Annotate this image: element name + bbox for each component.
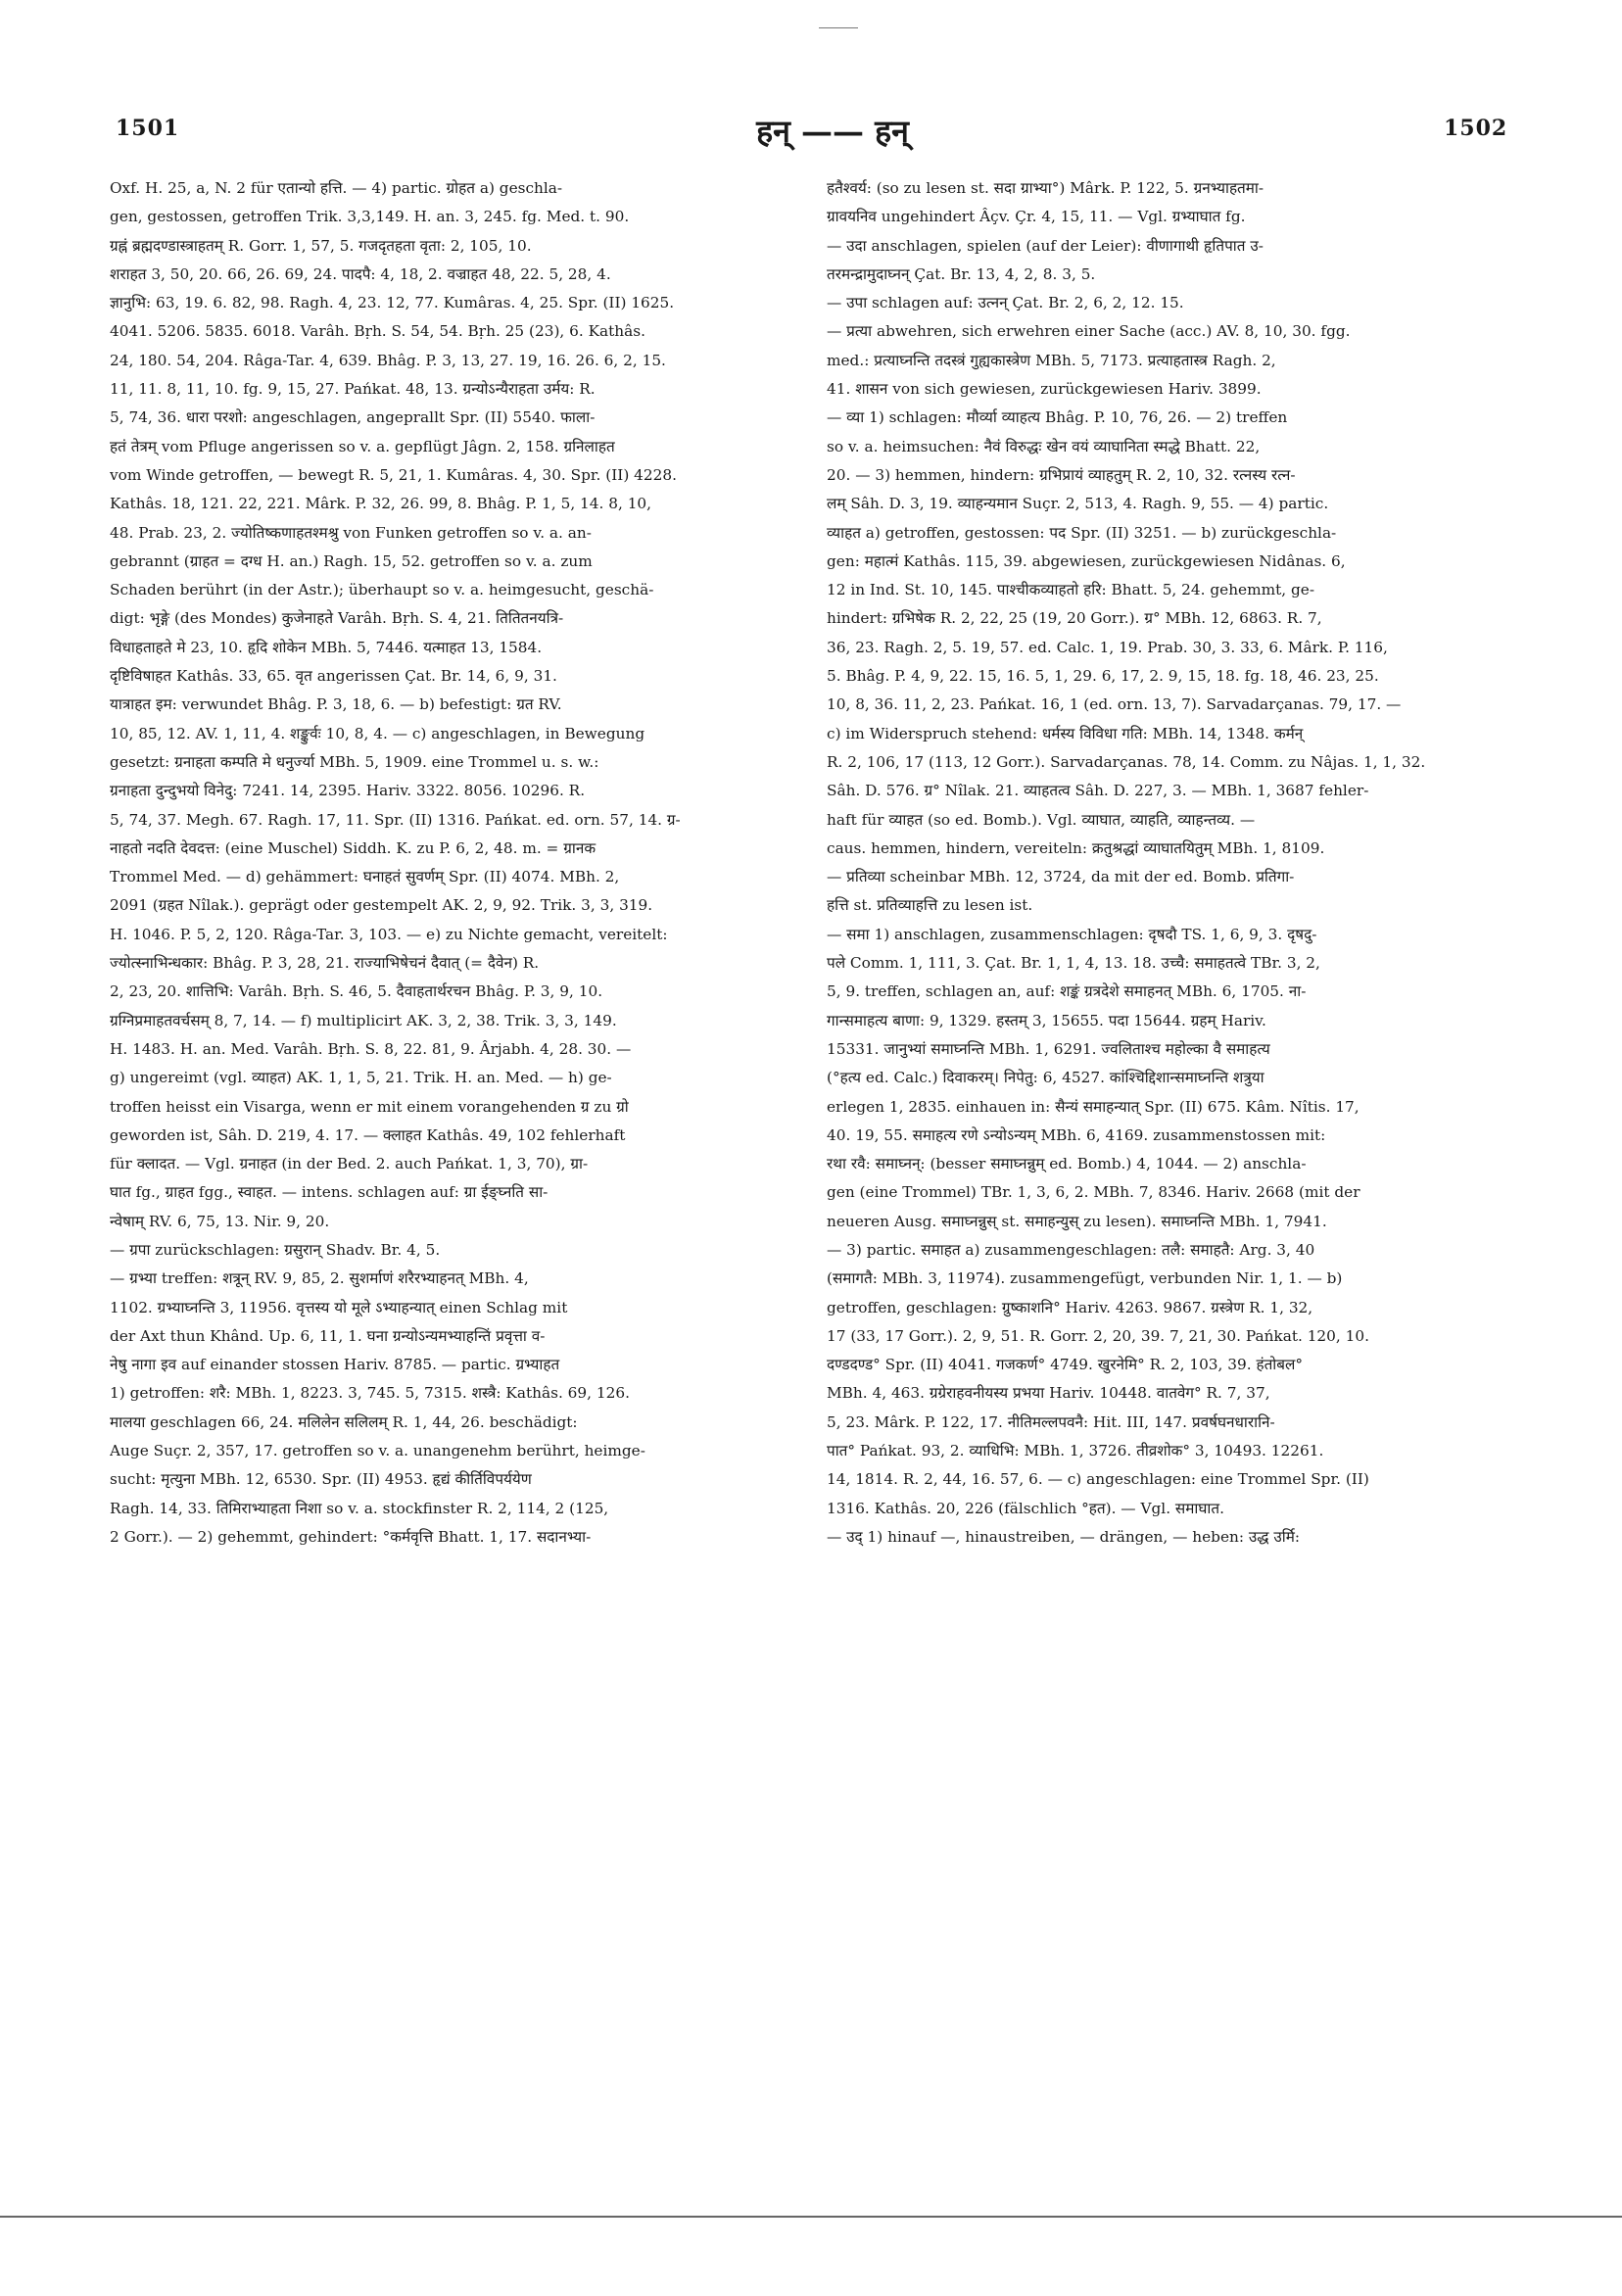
text-line: 17 (33, 17 Gorr.). 2, 9, 51. R. Gorr. 2, 20, 39. 7, 21, 30. Pańkat. 120, 10. [827, 1326, 1369, 1345]
text-line: R. 2, 106, 17 (113, 12 Gorr.). Sarvadarçanas. 78, 14. Comm. zu Nâjas. 1, 1, 32. [827, 752, 1426, 771]
text-line: gen (eine Trommel) TBr. 1, 3, 6, 2. MBh. 7, 8346. Hariv. 2668 (mit der [827, 1183, 1360, 1202]
text-line: hindert: ग्रभिषेक R. 2, 22, 25 (19, 20 Gorr.). ग्र° MBh. 12, 6863. R. 7, [827, 609, 1322, 628]
text-line: Kathâs. 18, 121. 22, 221. Mârk. P. 32, 26. 99, 8. Bhâg. P. 1, 5, 14. 8, 10, [110, 495, 652, 513]
text-line: ज्योत्स्नाभिन्धकार: Bhâg. P. 3, 28, 21. राज्याभिषेचनं दैवात् (= दैवेन) R. [110, 954, 540, 973]
text-line: Auge Suçr. 2, 357, 17. getroffen so v. a. unangenehm berührt, heimge- [110, 1442, 645, 1460]
text-line: 2 Gorr.). — 2) gehemmt, gehindert: °कर्मवृत्ति Bhatt. 1, 17. सदानभ्या- [110, 1527, 592, 1546]
text-line: 5, 74, 37. Megh. 67. Ragh. 17, 11. Spr. (II) 1316. Pańkat. ed. orn. 57, 14. ग्र- [110, 810, 681, 829]
text-line: — उदा anschlagen, spielen (auf der Leier): वीणागाथी हृतिपात उ- [827, 236, 1264, 255]
text-line: दण्डदण्ड° Spr. (II) 4041. गजकर्ण° 4749. खुरनेमि° R. 2, 103, 39. हंतोबल° [827, 1356, 1304, 1374]
text-line: 2, 23, 20. शात्तिभि: Varâh. Bṛh. S. 46, 5. दैवाहतार्थरचन Bhâg. P. 3, 9, 10. [110, 982, 603, 1001]
text-line: ग्रह्नं ब्रह्मदण्डास्त्राहतम् R. Gorr. 1, 57, 5. गजदृतहता वृता: 2, 105, 10. [110, 236, 532, 255]
text-line: पात° Pańkat. 93, 2. व्याधिभि: MBh. 1, 3726. तीव्रशोक° 3, 10493. 12261. [827, 1442, 1324, 1460]
text-line: तरमन्द्रामुदाघ्नन् Çat. Br. 13, 4, 2, 8. 3, 5. [827, 264, 1096, 283]
text-line: गान्समाहत्य बाणा: 9, 1329. हस्तम् 3, 15655. पदा 15644. ग्रहम् Hariv. [827, 1011, 1266, 1029]
text-line: ग्रग्निप्रमाहतवर्चसम् 8, 7, 14. — f) multiplicirt AK. 3, 2, 38. Trik. 3, 3, 149. [110, 1011, 617, 1029]
text-line: H. 1483. H. an. Med. Varâh. Bṛh. S. 8, 22. 81, 9. Ârjabh. 4, 28. 30. — [110, 1039, 632, 1058]
text-line: हतैश्वर्य: (so zu lesen st. सदा ग्राभ्या°) Mârk. P. 122, 5. ग्रनभ्याहतमा- [827, 179, 1264, 197]
left-page-number: 1501 [116, 116, 180, 141]
text-line: 1102. ग्रभ्याघ्नन्ति 3, 11956. वृत्तस्य यो मूले ऽभ्याहन्यात् einen Schlag mit [110, 1298, 568, 1316]
text-line: erlegen 1, 2835. einhauen in: सैन्यं समाहन्यात् Spr. (II) 675. Kâm. Nîtis. 17, [827, 1097, 1360, 1116]
text-line: getroffen, geschlagen: ग्रुष्काशनि° Hariv. 4263. 9867. ग्रस्त्रेण R. 1, 32, [827, 1298, 1313, 1316]
text-line: शराहत 3, 50, 20. 66, 26. 69, 24. पादपै: 4, 18, 2. वज्राहत 48, 22. 5, 28, 4. [110, 264, 611, 283]
text-line: Schaden berührt (in der Astr.); überhaupt so v. a. heimgesucht, geschä- [110, 581, 654, 599]
text-line: 36, 23. Ragh. 2, 5. 19, 57. ed. Calc. 1, 19. Prab. 30, 3. 33, 6. Mârk. P. 116, [827, 638, 1388, 656]
text-line: रथा रवै: समाघ्नन्: (besser समाघ्नन्नुम् ed. Bomb.) 4, 1044. — 2) anschla- [827, 1155, 1307, 1173]
text-line: व्याहत a) getroffen, gestossen: पद Spr. (II) 3251. — b) zurückgeschla- [827, 523, 1337, 542]
scan-mark [819, 27, 858, 29]
text-line: 20. — 3) hemmen, hindern: ग्रभिप्रायं व्याहतुम् R. 2, 10, 32. रत्नस्य रत्न- [827, 465, 1296, 484]
text-line: ग्रनाहता दुन्दुभयो विनेदु: 7241. 14, 2395. Hariv. 3322. 8056. 10296. R. [110, 782, 586, 800]
text-line: ज्ञानुभि: 63, 19. 6. 82, 98. Ragh. 4, 23. 12, 77. Kumâras. 4, 25. Spr. (II) 1625. [110, 294, 675, 312]
right-column [827, 174, 1512, 1552]
text-line: der Axt thun Khând. Up. 6, 11, 1. घना ग्रन्योऽन्यमभ्याहन्तिं प्रवृत्ता व- [110, 1326, 546, 1345]
text-line: (°हत्य ed. Calc.) दिवाकरम्। निपेतु: 6, 4527. कांश्चिद्दिशान्समाघ्नन्ति शत्रुया [827, 1069, 1264, 1087]
text-line: — ग्रभ्या treffen: शत्रून् RV. 9, 85, 2. सुशर्माणं शरैरभ्याहनत् MBh. 4, [110, 1269, 529, 1288]
text-line: gen, gestossen, getroffen Trik. 3,3,149. H. an. 3, 245. fg. Med. t. 90. [110, 208, 630, 226]
text-line: gesetzt: ग्रनाहता कम्पति मे धनुर्ज्या MBh. 5, 1909. eine Trommel u. s. w.: [110, 752, 599, 771]
text-line: 5, 23. Mârk. P. 122, 17. नीतिमल्लपवनै: Hit. III, 147. प्रवर्षघनधारानि- [827, 1412, 1275, 1431]
text-line: पले Comm. 1, 111, 3. Çat. Br. 1, 1, 4, 13. 18. उच्चै: समाहतत्वे TBr. 3, 2, [827, 954, 1320, 973]
text-line: geworden ist, Sâh. D. 219, 4. 17. — क्लाहत Kathâs. 49, 102 fehlerhaft [110, 1125, 626, 1144]
text-line: विधाहताहते मे 23, 10. हृदि शोकेन MBh. 5, 7446. यत्माहत 13, 1584. [110, 638, 543, 656]
text-line: Oxf. H. 25, a, N. 2 für एतान्यो हत्ति. — 4) partic. ग्रोहत a) geschla- [110, 179, 563, 197]
text-line: Trommel Med. — d) gehämmert: घनाहतं सुवर्णम् Spr. (II) 4074. MBh. 2, [110, 868, 620, 886]
right-page-number: 1502 [1444, 116, 1508, 141]
text-line: 4041. 5206. 5835. 6018. Varâh. Bṛh. S. 54, 54. Bṛh. 25 (23), 6. Kathâs. [110, 322, 645, 341]
text-line: 24, 180. 54, 204. Râga-Tar. 4, 639. Bhâg. P. 3, 13, 27. 19, 16. 26. 6, 2, 15. [110, 351, 666, 369]
text-line: 41. शासन von sich gewiesen, zurückgewiesen Hariv. 3899. [827, 380, 1262, 399]
text-line: so v. a. heimsuchen: नैवं विरुद्धः खेन वयं व्याघानिता स्मद्धे Bhatt. 22, [827, 437, 1261, 455]
text-line: 11, 11. 8, 11, 10. fg. 9, 15, 27. Pańkat. 48, 13. ग्रन्योऽन्यैराहता उर्मय: R. [110, 380, 596, 399]
bottom-rule [0, 2216, 1622, 2218]
text-line: Sâh. D. 576. ग्र° Nîlak. 21. व्याहतत्व Sâh. D. 227, 3. — MBh. 1, 3687 fehler- [827, 782, 1369, 800]
text-line: नाहतो नदति देवदत्त: (eine Muschel) Siddh. K. zu P. 6, 2, 48. m. = ग्रानक [110, 838, 596, 857]
text-line: नेषु नागा इव auf einander stossen Hariv. 8785. — partic. ग्रभ्याहत [110, 1356, 560, 1374]
text-line: न्वेषाम् RV. 6, 75, 13. Nir. 9, 20. [110, 1212, 330, 1230]
text-line: मालया geschlagen 66, 24. मलिलेन सलिलम् R. 1, 44, 26. beschädigt: [110, 1412, 578, 1431]
text-line: troffen heisst ein Visarga, wenn er mit einem vorangehenden ग्र zu ग्रो [110, 1097, 629, 1116]
text-line: MBh. 4, 463. ग्रग्रेराहवनीयस्य प्रभया Hariv. 10448. वातवेग° R. 7, 37, [827, 1384, 1270, 1403]
text-line: 48. Prab. 23, 2. ज्योतिष्कणाहतश्मश्रु von Funken getroffen so v. a. an- [110, 523, 592, 542]
text-line: 1) getroffen: शरै: MBh. 1, 8223. 3, 745. 5, 7315. शस्त्रै: Kathâs. 69, 126. [110, 1384, 630, 1403]
text-line: 10, 85, 12. AV. 1, 11, 4. शङ्कुर्वः 10, 8, 4. — c) angeschlagen, in Bewegung [110, 724, 645, 742]
text-line: haft für व्याहत (so ed. Bomb.). Vgl. व्याघात, व्याहति, व्याहन्तव्य. — [827, 810, 1256, 829]
text-line: 5, 9. treffen, schlagen an, auf: शङ्कं ग्रत्रदेशे समाहनत् MBh. 6, 1705. ना- [827, 982, 1307, 1001]
text-line: लम् Sâh. D. 3, 19. व्याहन्यमान Suçr. 2, 513, 4. Ragh. 9, 55. — 4) partic. [827, 495, 1329, 513]
text-line: gebrannt (ग्राहत = दग्ध H. an.) Ragh. 15, 52. getroffen so v. a. zum [110, 551, 593, 570]
text-line: med.: प्रत्याघ्नन्ति तदस्त्रं गुह्यकास्त्रेण MBh. 5, 7173. प्रत्याहतास्त्र Ragh. 2, [827, 351, 1276, 369]
text-line: sucht: मृत्युना MBh. 12, 6530. Spr. (II) 4953. हृद्यं कीर्तिविपर्ययेण [110, 1470, 532, 1489]
text-line: हतं तेत्रम् vom Pfluge angerissen so v. a. gepflügt Jâgn. 2, 158. ग्रनिलाहत [110, 437, 615, 455]
text-line: g) ungereimt (vgl. व्याहत) AK. 1, 1, 5, 21. Trik. H. an. Med. — h) ge- [110, 1069, 612, 1087]
text-line: यात्राहत इम: verwundet Bhâg. P. 3, 18, 6. — b) befestigt: ग्रत RV. [110, 695, 562, 714]
text-line: H. 1046. P. 5, 2, 120. Râga-Tar. 3, 103. — e) zu Nichte gemacht, vereitelt: [110, 925, 668, 943]
text-line: caus. hemmen, hindern, vereiteln: क्रतुश्रद्धां व्याघातयितुम् MBh. 1, 8109. [827, 838, 1325, 857]
text-line: घात fg., ग्राहत fgg., स्वाहत. — intens. schlagen auf: ग्रा ईङ्घ्नति सा- [110, 1183, 549, 1202]
running-headword: हन् —— हन् [756, 113, 909, 150]
text-line: c) im Widerspruch stehend: धर्मस्य विविधा गति: MBh. 14, 1348. कर्मन् [827, 724, 1304, 742]
text-line: हत्ति st. प्रतिव्याहत्ति zu lesen ist. [827, 896, 1033, 915]
text-line: neueren Ausg. समाघ्नन्नुस् st. समाहन्युस् zu lesen). समाघ्नन्ति MBh. 1, 7941. [827, 1212, 1327, 1230]
text-line: 5. Bhâg. P. 4, 9, 22. 15, 16. 5, 1, 29. 6, 17, 2. 9, 15, 18. fg. 18, 46. 23, 25. [827, 667, 1379, 686]
text-line: ग्रावयनिव ungehindert Âçv. Çr. 4, 15, 11. — Vgl. ग्रभ्याघात fg. [827, 208, 1246, 226]
text-line: — 3) partic. समाहत a) zusammengeschlagen: तलै: समाहतै: Arg. 3, 40 [827, 1240, 1315, 1259]
text-line: — प्रत्या abwehren, sich erwehren einer Sache (acc.) AV. 8, 10, 30. fgg. [827, 322, 1351, 341]
text-line: 10, 8, 36. 11, 2, 23. Pańkat. 16, 1 (ed. orn. 13, 7). Sarvadarçanas. 79, 17. — [827, 695, 1402, 714]
text-line: digt: भृङ्गे (des Mondes) कुजेनाहते Varâh. Bṛh. S. 4, 21. तितितनयत्रि- [110, 609, 564, 628]
text-line: 2091 (ग्रहत Nîlak.). geprägt oder gestempelt AK. 2, 9, 92. Trik. 3, 3, 319. [110, 896, 653, 915]
text-line: — समा 1) anschlagen, zusammenschlagen: दृषदौ TS. 1, 6, 9, 3. दृषदु- [827, 925, 1317, 943]
left-column [110, 174, 795, 1552]
text-line: — ग्रपा zurückschlagen: ग्रसुरान् Shadv. Br. 4, 5. [110, 1240, 441, 1259]
text-line: — उद् 1) hinauf —, hinaustreiben, — drängen, — heben: उद्ध उर्मि: [827, 1527, 1300, 1546]
text-line: 15331. जानुभ्यां समाघ्नन्ति MBh. 1, 6291. ज्वलिताश्च महोल्का वै समाहत्य [827, 1039, 1270, 1058]
text-line: — उपा schlagen auf: उत्नन् Çat. Br. 2, 6, 2, 12. 15. [827, 294, 1184, 312]
text-line: Ragh. 14, 33. तिमिराभ्याहता निशा so v. a. stockfinster R. 2, 114, 2 (125, [110, 1499, 609, 1517]
text-line: 14, 1814. R. 2, 44, 16. 57, 6. — c) angeschlagen: eine Trommel Spr. (II) [827, 1470, 1369, 1489]
text-line: — प्रतिव्या scheinbar MBh. 12, 3724, da mit der ed. Bomb. प्रतिगा- [827, 868, 1295, 886]
text-line: 1316. Kathâs. 20, 226 (fälschlich °हत). — Vgl. समाघात. [827, 1499, 1224, 1517]
text-line: 5, 74, 36. धारा परशो: angeschlagen, angeprallt Spr. (II) 5540. फाला- [110, 408, 596, 427]
text-line: दृष्टिविषाहत Kathâs. 33, 65. वृत angerissen Çat. Br. 14, 6, 9, 31. [110, 667, 557, 686]
text-line: (समागतै: MBh. 3, 11974). zusammengefügt, verbunden Nir. 1, 1. — b) [827, 1269, 1343, 1288]
text-line: 40. 19, 55. समाहत्य रणे ऽन्योऽन्यम् MBh. 6, 4169. zusammenstossen mit: [827, 1125, 1326, 1144]
text-line: 12 in Ind. St. 10, 145. पाश्चीकव्याहतो हरि: Bhatt. 5, 24. gehemmt, ge- [827, 581, 1314, 599]
text-line: vom Winde getroffen, — bewegt R. 5, 21, 1. Kumâras. 4, 30. Spr. (II) 4228. [110, 465, 677, 484]
text-line: für क्लादत. — Vgl. ग्रनाहत (in der Bed. 2. auch Pańkat. 1, 3, 70), ग्रा- [110, 1155, 589, 1173]
text-line: — व्या 1) schlagen: मौर्व्या व्याहत्य Bhâg. P. 10, 76, 26. — 2) treffen [827, 408, 1288, 427]
text-line: gen: महात्मं Kathâs. 115, 39. abgewiesen, zurückgewiesen Nidânas. 6, [827, 551, 1346, 570]
